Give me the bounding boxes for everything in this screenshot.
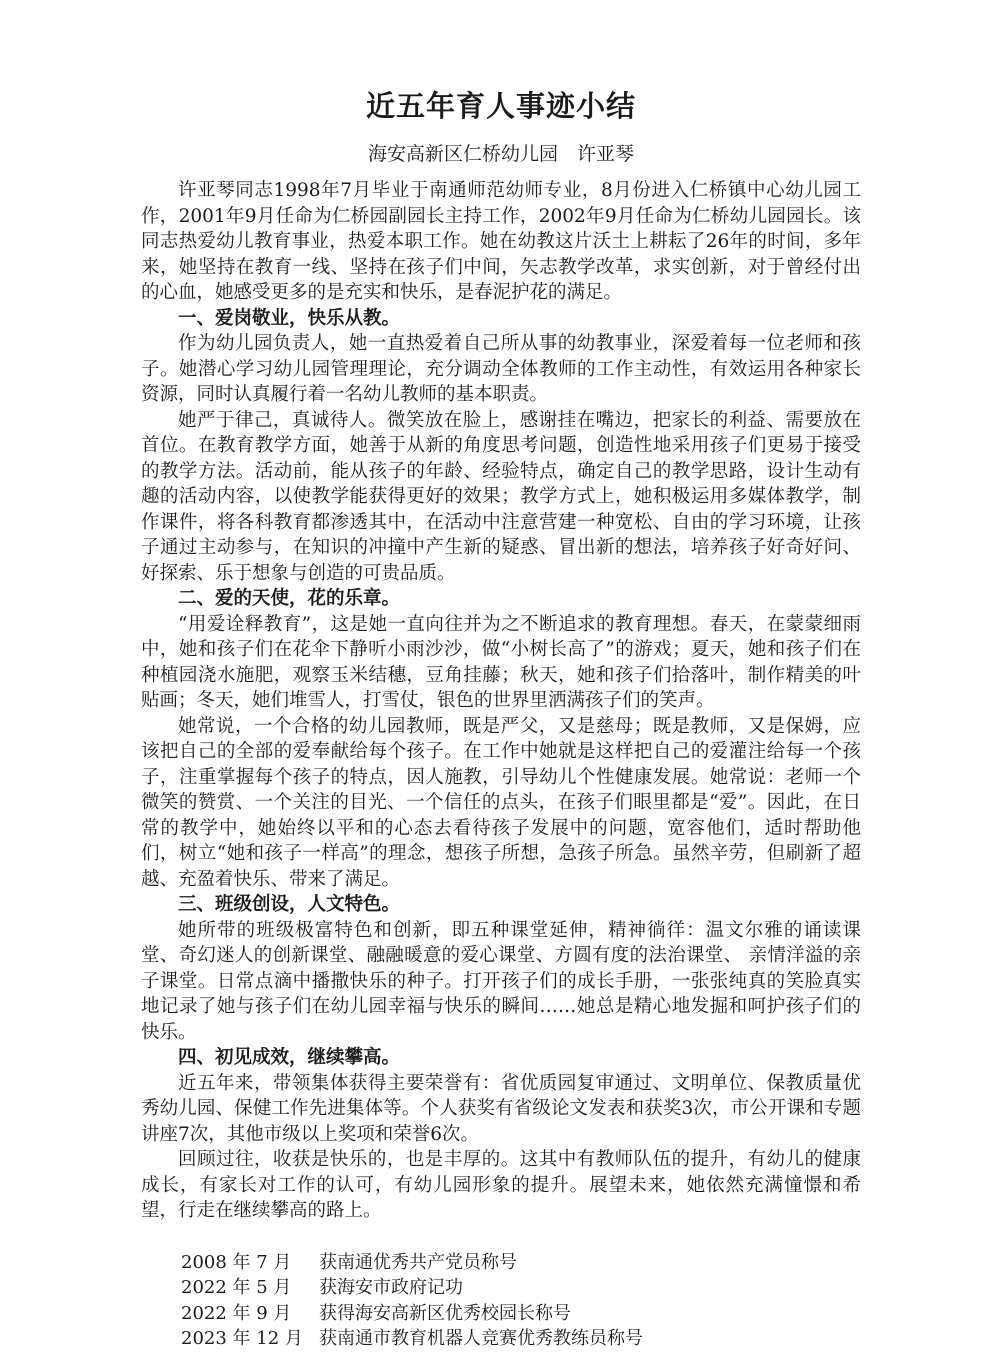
section-heading-2: 二、爱的天使，花的乐章。 xyxy=(178,588,401,609)
awards-list xyxy=(141,1250,861,1352)
award-date: 2008 年 7 月 xyxy=(181,1251,292,1273)
section-1-paragraph: 作为幼儿园负责人，她一直热爱着自己所从事的幼教事业，深爱着每一位老师和孩子。她潜心学习幼儿园管理理论，充分调动全体教师的工作主动性，有效运用各种家长资源，同时认真履行着一名幼儿教师的基本职责。 xyxy=(141,333,861,405)
section-2-paragraph: “用爱诠释教育”，这是她一直向往并为之不断追求的教育理想。春天，在蒙蒙细雨中，她和孩子们在花伞下静听小雨沙沙，做“小树长高了”的游戏；夏天，她和孩子们在种植园浇水施肥，观察玉米结穗，豆角挂藤；秋天，她和孩子们拾落叶，制作精美的叶贴画；冬天，她们堆雪人，打雪仗，银色的世界里洒满孩子们的笑声。 xyxy=(141,613,861,711)
intro-paragraph: 许亚琴同志1998年7月毕业于南通师范幼师专业，8月份进入仁桥镇中心幼儿园工作，2001年9月任命为仁桥园副园长主持工作，2002年9月任命为仁桥幼儿园园长。该同志热爱幼儿教育事业，热爱本职工作。她在幼教这片沃土上耕耘了26年的时间，多年来，她坚持在教育一线、坚持在孩子们中间，矢志教学改革，求实创新，对于曾经付出的心血，她感受更多的是充实和快乐，是春泥护花的满足。 xyxy=(141,180,861,303)
section-4-paragraph: 回顾过往，收获是快乐的，也是丰厚的。这其中有教师队伍的提升，有幼儿的健康成长，有家长对工作的认可，有幼儿园形象的提升。展望未来，她依然充满憧憬和希望，行走在继续攀高的路上。 xyxy=(141,1149,861,1221)
section-2-paragraph: 她常说，一个合格的幼儿园教师，既是严父，又是慈母；既是教师，又是保姆，应该把自己的全部的爱奉献给每个孩子。在工作中她就是这样把自己的爱灌注给每一个孩子，注重掌握每个孩子的特点，因人施教，引导幼儿个性健康发展。她常说：老师一个微笑的赞赏、一个关注的目光、一个信任的点头，在孩子们眼里都是“爱”。因此，在日常的教学中，她始终以平和的心态去看待孩子发展中的问题，宽容他们，适时帮助他们，树立“她和孩子一样高”的理念，想孩子所想，急孩子所急。虽然辛劳，但刷新了超越、充盈着快乐、带来了满足。 xyxy=(141,715,861,890)
document-body xyxy=(141,178,861,1224)
award-item xyxy=(181,1301,861,1327)
award-text: 获南通市教育机器人竞赛优秀教练员称号 xyxy=(319,1328,643,1349)
award-date: 2022 年 9 月 xyxy=(181,1302,292,1324)
document-page xyxy=(141,78,861,1352)
section-heading-1: 一、爱岗敬业，快乐从教。 xyxy=(178,307,401,329)
award-text: 获得海安高新区优秀校园长称号 xyxy=(319,1302,571,1324)
award-item xyxy=(181,1250,861,1276)
document-subtitle: 海安高新区仁桥幼儿园 许亚琴 xyxy=(367,143,634,165)
document-title: 近五年育人事迹小结 xyxy=(365,89,636,123)
section-3-paragraph: 她所带的班级极富特色和创新，即五种课堂延伸，精神徜徉：温文尔雅的诵读课堂、奇幻迷人的创新课堂、融融暖意的爱心课堂、方圆有度的法治课堂、 亲情洋溢的亲子课堂。日常点滴中播撒快乐的种子。打开孩子们的成长手册，一张张纯真的笑脸真实地记录了她与孩子们在幼儿园幸福与快乐的瞬间……她总是精心地发掘和呵护孩子们的快乐。 xyxy=(141,919,861,1043)
award-text: 获海安市政府记功 xyxy=(319,1277,463,1298)
section-heading-4: 四、初见成效，继续攀高。 xyxy=(178,1047,401,1068)
award-date: 2023 年 12 月 xyxy=(181,1328,303,1349)
award-item xyxy=(181,1326,861,1352)
award-text: 获南通优秀共产党员称号 xyxy=(319,1251,517,1273)
section-1-paragraph: 她严于律己，真诚待人。微笑放在脸上，感谢挂在嘴边，把家长的利益、需要放在首位。在教育教学方面，她善于从新的角度思考问题，创造性地采用孩子们更易于接受的教学方法。活动前，能从孩子的年龄、经验特点，确定自己的教学思路，设计生动有趣的活动内容，以使教学能获得更好的效果；教学方式上，她积极运用多媒体教学，制作课件，将各科教育都渗透其中，在活动中注意营建一种宽松、自由的学习环境，让孩子通过主动参与，在知识的冲撞中产生新的疑惑、冒出新的想法，培养孩子好奇好问、好探索、乐于想象与创造的可贵品质。 xyxy=(141,409,861,584)
award-date: 2022 年 5 月 xyxy=(181,1277,292,1298)
award-item xyxy=(181,1275,861,1301)
section-heading-3: 三、班级创设，人文特色。 xyxy=(178,894,401,915)
section-4-paragraph: 近五年来，带领集体获得主要荣誉有：省优质园复审通过、文明单位、保教质量优秀幼儿园、保健工作先进集体等。个人获奖有省级论文发表和获奖3次，市公开课和专题讲座7次，其他市级以上奖项和荣誉6次。 xyxy=(141,1072,861,1145)
